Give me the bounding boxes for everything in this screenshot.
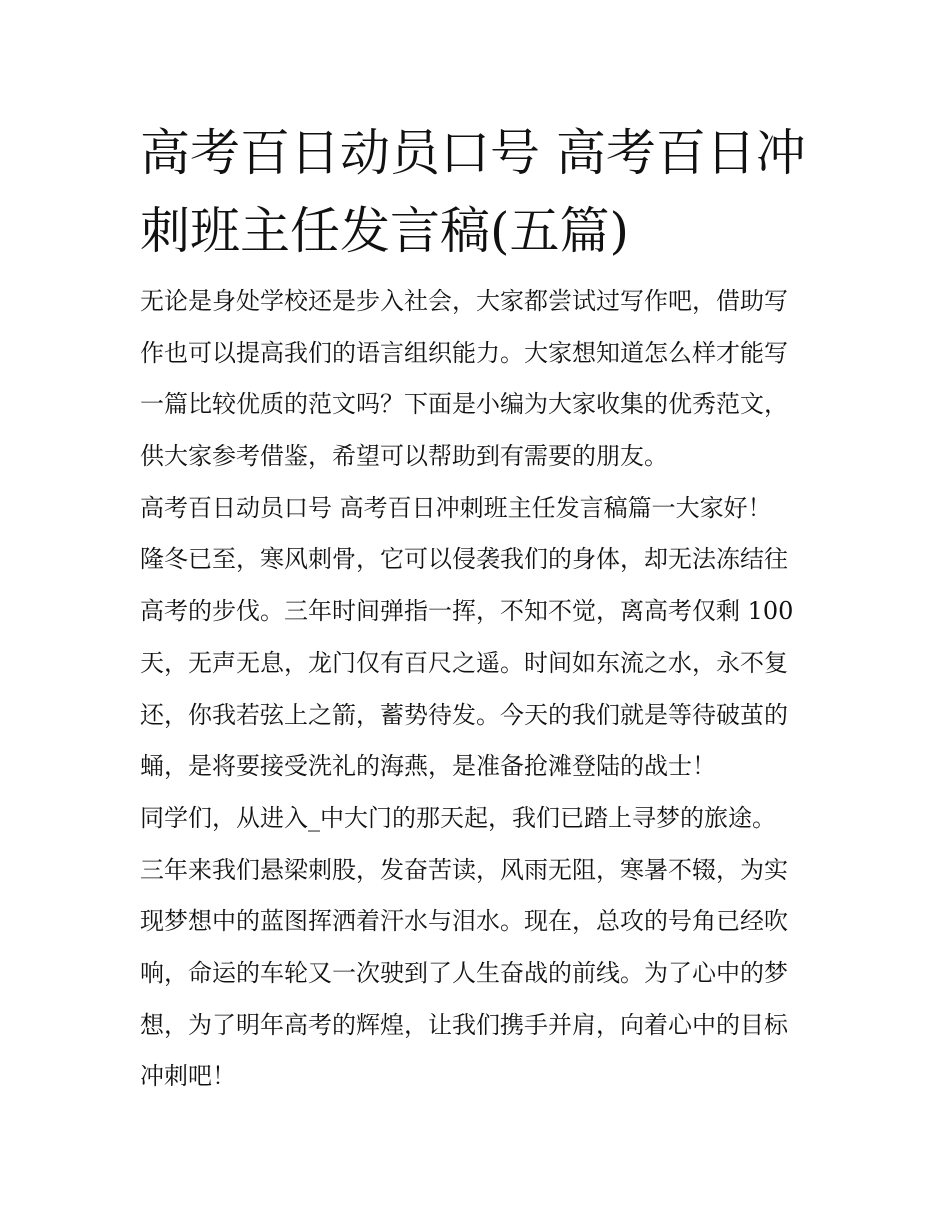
title-line: 刺班主任发言稿(五篇) (140, 202, 630, 260)
body-line: 隆冬已至，寒风刺骨，它可以侵袭我们的身体，却无法冻结往 (140, 545, 788, 574)
body-line: 高考的步伐。三年时间弹指一挥，不知不觉，离高考仅剩 100 (140, 597, 794, 626)
body-line: 蛹，是将要接受洗礼的海燕，是准备抢滩登陆的战士！ (140, 752, 716, 781)
body-line: 一篇比较优质的范文吗？下面是小编为大家收集的优秀范文， (140, 390, 788, 419)
body-line: 三年来我们悬梁刺股，发奋苦读，风雨无阻，寒暑不辍，为实 (140, 855, 788, 884)
document-body (140, 276, 820, 1103)
document-title (140, 114, 820, 270)
body-line: 冲刺吧！ (140, 1062, 236, 1091)
body-line: 供大家参考借鉴，希望可以帮助到有需要的朋友。 (140, 442, 668, 471)
body-line: 现梦想中的蓝图挥洒着汗水与泪水。现在，总攻的号角已经吹 (140, 907, 788, 936)
body-line: 无论是身处学校还是步入社会，大家都尝试过写作吧，借助写 (140, 287, 788, 315)
body-line: 想，为了明年高考的辉煌，让我们携手并肩，向着心中的目标 (140, 1010, 788, 1039)
title-line: 高考百日动员口号 高考百日冲 (140, 124, 806, 182)
body-line: 高考百日动员口号 高考百日冲刺班主任发言稿篇一大家好！ (140, 493, 772, 522)
body-line: 还，你我若弦上之箭，蓄势待发。今天的我们就是等待破茧的 (140, 700, 788, 729)
body-line: 天，无声无息，龙门仅有百尺之遥。时间如东流之水，永不复 (140, 648, 788, 677)
body-line: 作也可以提高我们的语言组织能力。大家想知道怎么样才能写 (140, 338, 788, 367)
body-line: 同学们，从进入_中大门的那天起，我们已踏上寻梦的旅途。 (140, 803, 776, 832)
body-line: 响，命运的车轮又一次驶到了人生奋战的前线。为了心中的梦 (140, 958, 788, 987)
